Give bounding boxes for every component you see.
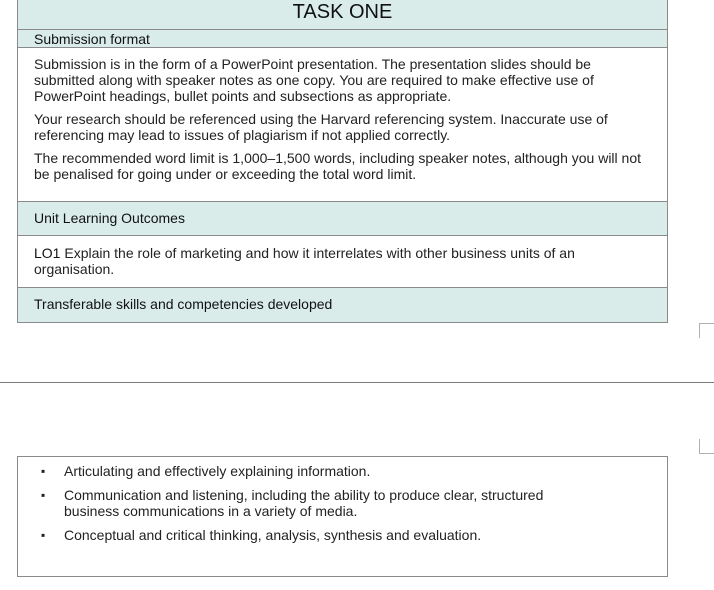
crop-mark-top (699, 323, 714, 338)
bullet-icon: ▪ (41, 464, 46, 478)
learning-outcomes-label: Unit Learning Outcomes (34, 210, 185, 226)
referencing-paragraph: Your research should be referenced using the Harvard referencing system. Inaccurate use of referencing may lead to issues of plagiarism if not applied correctly. (34, 111, 608, 143)
learning-outcome-row (18, 236, 667, 288)
skill-text: Communication and listening, including the ability to produce clear, structured business communications in a variety of media. (64, 487, 544, 519)
list-item (18, 463, 667, 479)
submission-paragraph: Submission is in the form of a PowerPoint presentation. The presentation slides should be submitted along with speaker notes as one copy. You are required to make effective use of PowerPoint headings, bullet points and subsections as appropriate. (34, 56, 594, 104)
skills-header (18, 288, 667, 322)
bullet-icon: ▪ (41, 488, 46, 502)
submission-format-label: Submission format (34, 31, 150, 47)
crop-mark-bottom (699, 439, 714, 454)
lo1-code: LO1 (34, 245, 61, 261)
skills-list (18, 463, 667, 543)
list-item (18, 487, 667, 519)
list-item (18, 527, 667, 543)
title-row (18, 0, 667, 30)
learning-outcomes-header (18, 202, 667, 236)
lo1-text: Explain the role of marketing and how it interrelates with other business units of an organisation. (34, 245, 575, 277)
skills-label: Transferable skills and competencies developed (34, 296, 333, 312)
skill-text: Conceptual and critical thinking, analysis, synthesis and evaluation. (64, 527, 482, 543)
submission-details (18, 48, 667, 202)
skill-text: Articulating and effectively explaining information. (64, 463, 371, 479)
task-title: TASK ONE (292, 1, 393, 23)
skills-table (17, 456, 668, 577)
page-break-line (0, 382, 714, 383)
task-table (17, 0, 668, 323)
submission-format-row (18, 30, 667, 48)
word-limit-paragraph: The recommended word limit is 1,000–1,500 words, including speaker notes, although you will not be penalised for going under or exceeding the total word limit. (34, 150, 642, 182)
bullet-icon: ▪ (41, 528, 46, 542)
